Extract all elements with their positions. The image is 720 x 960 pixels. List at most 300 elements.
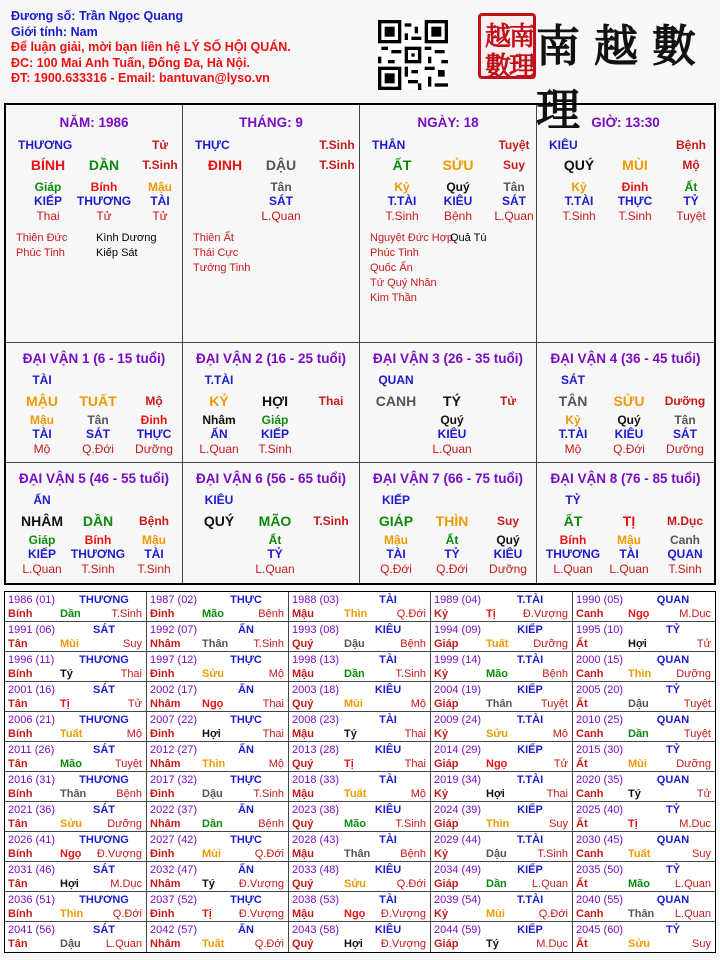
can-star-label: THƯƠNG (18, 138, 73, 152)
year-stem: Nhâm (150, 818, 181, 830)
year-star: TÀI (379, 654, 397, 666)
hidden-star: TỶ (683, 194, 699, 208)
year-branch: Dậu (344, 638, 365, 650)
year-star: QUAN (656, 714, 690, 726)
year-cell (573, 892, 715, 922)
year-cell (5, 682, 147, 712)
year-branch: Tý (202, 878, 215, 890)
hidden-star: SÁT (673, 427, 697, 441)
branch-state: T.Sinh (319, 158, 355, 172)
year-label: 1994 (09) (434, 624, 482, 636)
year-stem: Đinh (150, 788, 175, 800)
year-branch: Tị (60, 698, 70, 710)
year-cell (431, 802, 573, 832)
seal-char: 理 (509, 52, 536, 82)
year-branch: Thân (486, 698, 513, 710)
hidden-star: THƯƠNG (545, 547, 601, 561)
year-branch: Tuất (202, 938, 225, 950)
hidden-state: L.Quan (261, 209, 301, 223)
year-state: Thai (404, 728, 426, 740)
year-cell (147, 622, 289, 652)
year-stem: Canh (576, 728, 604, 740)
hidden-state: Mộ (33, 442, 51, 456)
year-cell (573, 862, 715, 892)
year-stem: Tân (8, 818, 28, 830)
hidden-star: KIÊU (437, 427, 467, 441)
year-state: Tử (696, 638, 711, 650)
year-star: THỰC (230, 654, 262, 666)
year-stem: Mậu (292, 908, 314, 920)
branch-state: Mộ (682, 158, 700, 172)
hidden-star: KIÊU (493, 547, 523, 561)
year-label: 2011 (26) (8, 744, 55, 756)
hidden-state: L.Quan (494, 209, 534, 223)
dai-van-title: ĐẠI VẬN 4 (36 - 45 tuổi) (550, 351, 701, 366)
year-star: KIẾP (517, 924, 543, 936)
year-state: Mộ (410, 788, 426, 800)
year-label: 2040 (55) (576, 894, 624, 906)
year-stem: Giáp (434, 698, 459, 710)
hidden-state: T.Sinh (562, 209, 596, 223)
year-label: 2026 (41) (8, 834, 56, 846)
year-stem: Quý (292, 938, 314, 950)
year-star: KIÊU (374, 744, 402, 756)
dai-van-title: ĐẠI VẬN 8 (76 - 85 tuổi) (550, 471, 701, 486)
year-stem: Giáp (434, 818, 459, 830)
hidden-stem: Quý (617, 413, 641, 427)
year-star: TỶ (665, 864, 681, 876)
year-stem: Đinh (150, 848, 175, 860)
can-star-label: THÂN (372, 138, 406, 152)
heavenly-stem: ĐINH (207, 157, 243, 173)
year-branch: Tuất (60, 728, 83, 740)
year-stem: Canh (576, 608, 604, 620)
year-cell (431, 832, 573, 862)
year-cell (147, 652, 289, 682)
year-star: SÁT (93, 684, 115, 696)
hidden-star: T.TÀI (558, 427, 588, 441)
year-label: 1993 (08) (292, 624, 340, 636)
year-branch: Dậu (60, 938, 81, 950)
year-state: Q.Đới (538, 908, 568, 920)
year-star: T.TÀI (516, 594, 544, 606)
year-label: 2004 (19) (434, 684, 482, 696)
year-stem: Đinh (150, 608, 175, 620)
year-branch: Tị (202, 908, 212, 920)
star-item: Thiên Đức (16, 232, 68, 244)
year-star: ẤN (238, 924, 254, 936)
year-state: Mộ (268, 758, 284, 770)
pillar-grid (4, 103, 716, 585)
year-cell (147, 802, 289, 832)
year-branch: Mùi (628, 758, 647, 770)
seal-char: 數 (485, 52, 512, 82)
year-branch: Sửu (628, 938, 651, 950)
hidden-stem: Canh (670, 533, 700, 547)
year-stem: Bính (8, 668, 33, 680)
year-cell (5, 592, 147, 622)
year-state: Đ.Vượng (380, 908, 426, 920)
year-branch: Sửu (344, 878, 367, 890)
year-state: Tử (696, 788, 711, 800)
year-stem: Mậu (292, 608, 314, 620)
phone-email-line: ĐT: 1900.633316 - Email: bantuvan@lyso.vn (11, 71, 270, 85)
year-cell (289, 682, 431, 712)
year-state: Đ.Vượng (238, 908, 284, 920)
year-stem: Giáp (434, 758, 459, 770)
hidden-stem: Mậu (617, 533, 641, 547)
year-state: T.Sinh (253, 788, 284, 800)
year-state: Đ.Vượng (380, 938, 426, 950)
dai-van-star: ẤN (33, 493, 51, 507)
dai-van-title: ĐẠI VẬN 3 (26 - 35 tuổi) (372, 351, 524, 366)
year-stem: Bính (8, 788, 33, 800)
year-stem: Ất (576, 818, 588, 830)
year-stem: Đinh (150, 908, 175, 920)
year-branch: Mão (344, 818, 366, 830)
year-star: SÁT (93, 624, 115, 636)
year-label: 2021 (36) (8, 804, 56, 816)
special-stars (370, 231, 453, 306)
year-cell (573, 922, 715, 952)
year-label: 2009 (24) (434, 714, 482, 726)
year-star: ẤN (238, 864, 254, 876)
year-label: 2002 (17) (150, 684, 198, 696)
dai-van-stem: GIÁP (378, 513, 414, 529)
hidden-star: QUAN (667, 547, 703, 561)
year-star: THƯƠNG (79, 714, 129, 726)
year-label: 2025 (40) (576, 804, 624, 816)
year-state: Bệnh (542, 668, 568, 680)
year-cell (431, 862, 573, 892)
year-star: THỰC (230, 594, 262, 606)
year-stem: Bính (8, 848, 33, 860)
year-star: QUAN (656, 894, 690, 906)
hidden-star: TÀI (150, 194, 170, 208)
hidden-stem: Ất (268, 533, 282, 547)
year-branch: Thìn (486, 818, 510, 830)
star-item: Quốc Ấn (370, 262, 413, 274)
year-cell (573, 742, 715, 772)
dai-van-state: Mộ (145, 394, 163, 408)
can-state: Tuyệt (498, 138, 530, 152)
year-branch: Sửu (486, 728, 509, 740)
hidden-star: SÁT (86, 427, 110, 441)
hidden-star: KIẾP (33, 194, 62, 208)
year-stem: Ất (576, 938, 588, 950)
year-star: ẤN (238, 804, 254, 816)
year-star: KIÊU (374, 804, 402, 816)
hidden-stem: Mậu (142, 533, 166, 547)
year-star: THƯƠNG (79, 774, 129, 786)
earthly-branch: MÙI (622, 157, 648, 173)
hidden-stem: Quý (446, 180, 470, 194)
year-label: 2032 (47) (150, 864, 198, 876)
year-cell (5, 742, 147, 772)
year-stem: Mậu (292, 728, 314, 740)
dai-van-star: KIẾP (381, 493, 410, 507)
hidden-star: TỶ (444, 547, 460, 561)
year-stem: Nhâm (150, 758, 181, 770)
year-state: Thai (546, 788, 568, 800)
year-branch: Mão (628, 878, 650, 890)
dai-van-title: ĐẠI VẬN 1 (6 - 15 tuổi) (22, 351, 166, 366)
hidden-stem: Nhâm (202, 413, 236, 427)
year-cell (573, 622, 715, 652)
year-cell (573, 652, 715, 682)
year-label: 2041 (56) (8, 924, 56, 936)
year-stem: Bính (8, 608, 33, 620)
hidden-star: TÀI (144, 547, 164, 561)
dai-van-state: M.Dục (667, 514, 703, 528)
year-state: Bệnh (400, 848, 426, 860)
year-star: THỰC (230, 774, 262, 786)
year-label: 2000 (15) (576, 654, 624, 666)
hidden-stem: Quý (440, 413, 464, 427)
hidden-stem: Bính (559, 533, 587, 547)
year-star: THỰC (230, 834, 262, 846)
year-cell (431, 682, 573, 712)
year-cell (147, 592, 289, 622)
year-star: THƯƠNG (79, 834, 129, 846)
hidden-state: L.Quan (553, 562, 593, 576)
year-state: Suy (123, 638, 142, 650)
year-star: THỰC (230, 714, 262, 726)
year-cell (147, 892, 289, 922)
year-branch: Dần (60, 608, 81, 620)
year-star: TỶ (665, 744, 681, 756)
year-label: 1996 (11) (8, 654, 55, 666)
year-branch: Hợi (628, 638, 647, 650)
special-stars (16, 231, 67, 261)
heavenly-stem: BÍNH (30, 157, 66, 173)
hidden-stem: Mậu (30, 413, 54, 427)
year-stem: Bính (8, 908, 33, 920)
year-state: Q.Đới (396, 878, 426, 890)
year-star: TÀI (379, 834, 397, 846)
star-item: Thiên Ất (193, 232, 234, 244)
year-stem: Tân (8, 878, 28, 890)
year-cell (573, 592, 715, 622)
year-branch: Dần (202, 818, 223, 830)
year-state: Q.Đới (254, 848, 284, 860)
dai-van-cell (537, 343, 714, 463)
owner-name-label: Đương số: (11, 9, 76, 23)
hidden-stem: Giáp (28, 533, 56, 547)
year-state: Đ.Vượng (522, 608, 568, 620)
year-star: KIẾP (517, 864, 543, 876)
dai-van-star: T.TÀI (204, 373, 234, 387)
year-branch: Tý (628, 788, 641, 800)
year-branch: Hợi (344, 938, 363, 950)
year-label: 2016 (31) (8, 774, 56, 786)
logo-title: 南越數理 (536, 21, 710, 136)
star-item: Phúc Tinh (370, 247, 419, 259)
hidden-stem: Kỷ (394, 180, 410, 194)
year-state: Đ.Vượng (238, 878, 284, 890)
year-state: Suy (692, 848, 711, 860)
year-star: KIẾP (517, 684, 543, 696)
dai-van-state: Thai (318, 394, 344, 408)
earthly-branch: SỬU (442, 157, 474, 173)
year-stem: Kỷ (434, 908, 449, 920)
year-cell (573, 832, 715, 862)
year-cell (573, 712, 715, 742)
year-star: T.TÀI (516, 774, 544, 786)
year-star: TỶ (665, 924, 681, 936)
year-stem: Nhâm (150, 938, 181, 950)
hidden-state: T.Sinh (668, 562, 702, 576)
pillar-title: THÁNG: 9 (239, 115, 303, 130)
year-star: KIÊU (374, 864, 402, 876)
hidden-star: TÀI (386, 547, 406, 561)
year-branch: Thìn (628, 668, 652, 680)
hidden-state: Q.Đới (380, 562, 412, 576)
hidden-state: L.Quan (609, 562, 649, 576)
year-stem: Bính (8, 728, 33, 740)
year-label: 2031 (46) (8, 864, 56, 876)
hidden-star: TỶ (267, 547, 283, 561)
year-label: 2023 (38) (292, 804, 340, 816)
year-branch: Tý (344, 728, 357, 740)
year-label: 2017 (32) (150, 774, 198, 786)
year-stem: Kỷ (434, 608, 449, 620)
year-star: TỶ (665, 624, 681, 636)
year-star: T.TÀI (516, 654, 544, 666)
dai-van-state: Dưỡng (664, 394, 706, 408)
year-branch: Tị (628, 818, 638, 830)
dai-van-state: Bệnh (139, 514, 169, 528)
dai-van-stem: QUÝ (203, 513, 235, 529)
year-state: L.Quan (674, 878, 711, 890)
year-label: 2006 (21) (8, 714, 56, 726)
dai-van-title: ĐẠI VẬN 5 (46 - 55 tuổi) (18, 471, 170, 486)
year-label: 2024 (39) (434, 804, 482, 816)
dai-van-cell (6, 463, 183, 583)
year-state: Dưỡng (676, 668, 711, 680)
year-label: 2019 (34) (434, 774, 482, 786)
year-branch: Hợi (60, 878, 79, 890)
pillar-cell (537, 105, 714, 343)
hidden-state: L.Quan (22, 562, 62, 576)
year-cell (5, 832, 147, 862)
star-item: Thái Cực (193, 247, 239, 259)
year-label: 2034 (49) (434, 864, 482, 876)
year-label: 2035 (50) (576, 864, 624, 876)
year-star: TÀI (379, 594, 397, 606)
year-state: Tuyệt (683, 698, 711, 710)
year-state: Mộ (410, 698, 426, 710)
year-state: T.Sinh (111, 608, 142, 620)
year-star: THƯƠNG (79, 894, 129, 906)
year-cell (147, 772, 289, 802)
branch-state: Suy (502, 158, 525, 172)
year-label: 2018 (33) (292, 774, 340, 786)
year-branch: Dậu (202, 788, 223, 800)
year-branch: Thân (60, 788, 87, 800)
year-label: 2042 (57) (150, 924, 198, 936)
year-branch: Ngọ (60, 848, 82, 860)
year-branch: Tị (486, 608, 496, 620)
dai-van-star: QUAN (378, 373, 414, 387)
hidden-star: T.TÀI (387, 194, 417, 208)
year-label: 2010 (25) (576, 714, 624, 726)
star-item: Tứ Quý Nhân (370, 277, 437, 289)
year-star: SÁT (93, 864, 115, 876)
hidden-state: Thai (36, 209, 60, 223)
year-stem: Tân (8, 638, 28, 650)
year-cell (147, 832, 289, 862)
year-label: 2033 (48) (292, 864, 340, 876)
dai-van-cell (360, 463, 537, 583)
hidden-stem: Mậu (148, 180, 172, 194)
year-branch: Thân (344, 848, 371, 860)
year-label: 1998 (13) (292, 654, 340, 666)
year-stem: Nhâm (150, 698, 181, 710)
year-label: 2003 (18) (292, 684, 340, 696)
year-branch: Mùi (60, 638, 79, 650)
dai-van-branch: TUẤT (79, 393, 117, 409)
year-star: SÁT (93, 744, 115, 756)
year-stem: Kỷ (434, 788, 449, 800)
dai-van-cell (360, 343, 537, 463)
year-state: T.Sinh (395, 668, 426, 680)
year-stem: Mậu (292, 848, 314, 860)
dai-van-cell (183, 463, 360, 583)
star-item: Quả Tú (450, 232, 487, 244)
hidden-state: Mộ (564, 442, 582, 456)
hidden-star: THỰC (136, 427, 172, 441)
hidden-stem: Ất (684, 180, 698, 194)
dai-van-stem: MẬU (26, 393, 58, 409)
hidden-state: Dưỡng (666, 442, 704, 456)
year-branch: Thìn (344, 608, 368, 620)
dai-van-branch: TỊ (622, 513, 636, 529)
hidden-state: Tử (152, 209, 168, 223)
hidden-star: KIÊU (443, 194, 473, 208)
year-state: M.Dục (536, 938, 568, 950)
year-branch: Mão (486, 668, 508, 680)
year-star: QUAN (656, 774, 690, 786)
year-branch: Ngọ (628, 608, 650, 620)
year-state: Đ.Vượng (96, 848, 142, 860)
year-star: KIẾP (517, 744, 543, 756)
year-label: 2036 (51) (8, 894, 56, 906)
year-branch: Dậu (486, 848, 507, 860)
year-cell (289, 922, 431, 952)
dai-van-branch: HỢI (262, 393, 288, 409)
dai-van-cell (6, 343, 183, 463)
year-state: T.Sinh (395, 818, 426, 830)
star-item: Kình Dương (96, 232, 157, 244)
year-label: 2037 (52) (150, 894, 198, 906)
hidden-stem: Bính (84, 533, 112, 547)
can-star-label: THỰC (195, 138, 230, 152)
year-label: 2001 (16) (8, 684, 56, 696)
year-stem: Quý (292, 638, 314, 650)
year-star: SÁT (93, 804, 115, 816)
year-star: QUAN (656, 594, 690, 606)
year-stem: Canh (576, 908, 604, 920)
year-branch: Ngọ (202, 698, 224, 710)
hidden-state: Tuyệt (676, 209, 706, 223)
dai-van-star: KIÊU (204, 493, 234, 507)
year-cell (289, 622, 431, 652)
year-stem: Canh (576, 668, 604, 680)
hidden-star: SÁT (269, 194, 293, 208)
pillar-cell (183, 105, 360, 343)
dai-van-branch: MÃO (258, 513, 292, 529)
